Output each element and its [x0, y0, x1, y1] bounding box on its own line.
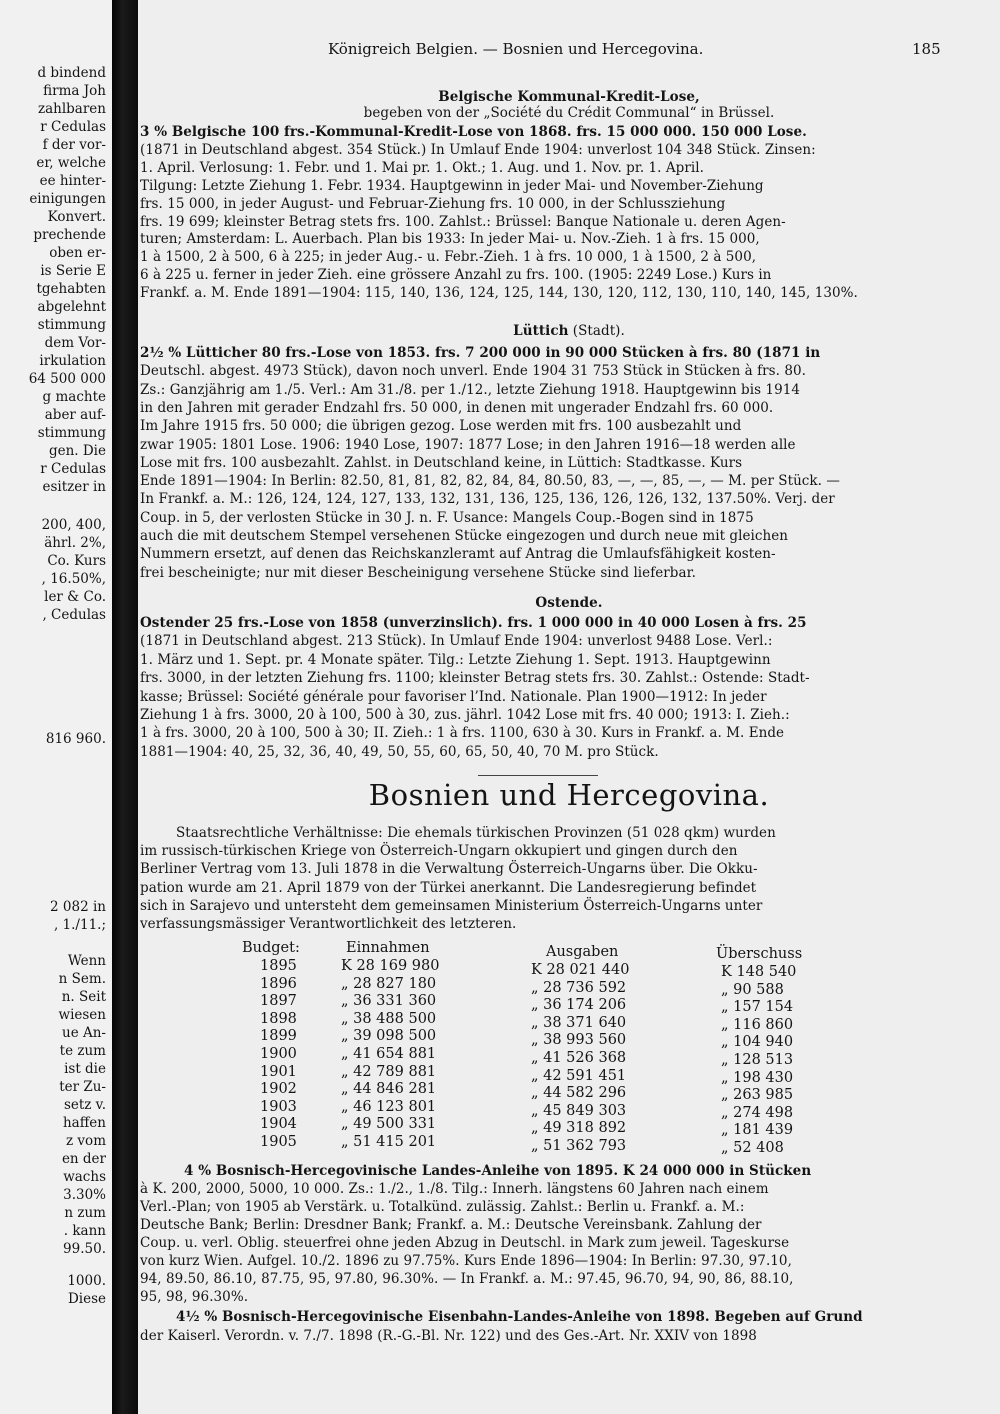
budget-year-cell: 1896 [260, 975, 297, 992]
luettich-text-line: zwar 1905: 1801 Lose. 1906: 1940 Lose, 1907: 1877 Lose; in den Jahren 1916—18 werden alle [140, 436, 796, 453]
left-page-line: haffen [62, 1115, 106, 1131]
ostende-text-line: Ostender 25 frs.-Lose von 1858 (unverzinslich). frs. 1 000 000 in 40 000 Losen à frs. 25 [140, 615, 807, 631]
left-page-line: setz v. [63, 1097, 106, 1113]
budget-header: Budget: [242, 940, 300, 956]
budget-expenses-cell: „ 36 174 206 [531, 997, 627, 1014]
left-page-line: is Serie E [40, 263, 106, 279]
bosnien-intro-line: Staatsrechtliche Verhältnisse: Die ehemals türkischen Provinzen (51 028 qkm) wurden [176, 825, 776, 841]
section-divider [478, 775, 598, 776]
bosnien-intro-line: pation wurde am 21. April 1879 von der Türkei anerkannt. Die Landesregierung befindet [140, 879, 757, 896]
belgium-text-line: Frankf. a. M. Ende 1891—1904: 115, 140, 136, 124, 125, 144, 130, 120, 112, 130, 110, 140, 145, 130%. [140, 285, 858, 302]
left-page-line: 64 500 000 [28, 371, 106, 387]
left-page-line: r Cedulas [40, 461, 106, 477]
left-page-line: z vom [66, 1133, 106, 1149]
budget-surplus-cell: „ 274 498 [721, 1104, 794, 1121]
belgium-text-line: frs. 19 699; kleinster Betrag stets frs. 100. Zahlst.: Brüssel: Banque Nationale u. deren Agen- [140, 213, 786, 230]
luettich-text-line: Nummern ersetzt, auf denen das Reichskanzleramt auf Antrag die Umlaufsfähigkeit kosten- [140, 546, 776, 563]
budget-surplus-cell: „ 90 588 [721, 981, 784, 998]
adjacent-page-fragment [0, 0, 112, 1414]
left-page-line: abgelehnt [37, 299, 106, 315]
budget-year-cell: 1898 [260, 1010, 297, 1027]
budget-year-cell: 1900 [260, 1046, 297, 1062]
luettich-text-line: Deutschl. abgest. 4973 Stück), davon noch unverl. Ende 1904 31 753 Stück in Stücken à frs. 80. [140, 363, 806, 380]
luettich-text-line: Zs.: Ganzjährig am 1./5. Verl.: Am 31./8. per 1./12., letzte Ziehung 1918. Hauptgewinn bis 1914 [140, 381, 800, 398]
left-page-line: d bindend [37, 65, 106, 81]
document-page [138, 0, 1000, 1414]
section-subheading: begeben von der „Société du Crédit Communal“ in Brüssel. [363, 105, 775, 121]
luettich-text-line: Im Jahre 1915 frs. 50 000; die übrigen gezog. Lose werden mit frs. 100 ausbezahlt und [140, 418, 742, 435]
left-page-line: 3.30% [63, 1187, 106, 1203]
left-page-line: n Sem. [58, 971, 106, 987]
left-page-line: , Cedulas [42, 607, 106, 623]
luettich-heading-suffix: (Stadt). [568, 323, 625, 339]
loan-1895-line: 95, 98, 96.30%. [140, 1289, 249, 1305]
budget-surplus-cell: „ 128 513 [721, 1052, 794, 1068]
left-page-line: 99.50. [63, 1241, 106, 1257]
luettich-heading-bold: Lüttich [513, 323, 569, 339]
left-page-line: te zum [59, 1043, 106, 1059]
budget-expenses-cell: K 28 021 440 [531, 962, 630, 978]
bosnien-intro-line: Berliner Vertrag vom 13. Juli 1878 in die Verwaltung Österreich-Ungarns über. Die Okku- [140, 861, 758, 878]
left-page-line: r Cedulas [40, 119, 106, 135]
loan-1898-line: der Kaiserl. Verordn. v. 7./7. 1898 (R.-G.-Bl. Nr. 122) und des Ges.-Art. Nr. XXIV von 1898 [140, 1327, 757, 1344]
left-page-line: wiesen [58, 1007, 106, 1023]
ostende-text-line: 1881—1904: 40, 25, 32, 36, 40, 49, 50, 55, 60, 65, 50, 40, 70 M. pro Stück. [140, 743, 659, 760]
budget-income-cell: „ 28 827 180 [341, 975, 437, 992]
budget-income-cell: „ 36 331 360 [341, 993, 437, 1010]
budget-year-cell: 1904 [260, 1116, 297, 1133]
luettich-text-line: In Frankf. a. M.: 126, 124, 124, 127, 133, 132, 131, 136, 125, 136, 126, 126, 132, 137.50%. Verj. der [140, 491, 835, 508]
left-page-line: 2 082 in [50, 899, 106, 915]
luettich-text-line: Ende 1891—1904: In Berlin: 82.50, 81, 81, 82, 82, 84, 84, 80.50, 83, —, —, 85, —, — M. per Stück. — [140, 473, 840, 490]
income-header: Einnahmen [346, 940, 430, 956]
bosnien-intro-line: verfassungsmässiger Verantwortlichkeit des letzteren. [140, 916, 517, 932]
budget-income-cell: „ 51 415 201 [341, 1134, 437, 1150]
left-page-line: irkulation [39, 353, 106, 369]
budget-year-cell: 1901 [260, 1063, 297, 1080]
luettich-text-line: in den Jahren mit gerader Endzahl frs. 50 000, in denen mit ungerader Endzahl frs. 60 000. [140, 399, 774, 416]
loan-1898-line: 4½ % Bosnisch-Hercegovinische Eisenbahn-Landes-Anleihe von 1898. Begeben auf Grund [176, 1309, 863, 1325]
left-page-line: stimmung [37, 425, 106, 441]
budget-income-cell: „ 44 846 281 [341, 1081, 437, 1098]
loan-1895-line: von kurz Wien. Aufgel. 10./2. 1896 zu 97.75%. Kurs Ende 1896—1904: In Berlin: 97.30, 97.10, [140, 1253, 792, 1269]
running-header: Königreich Belgien. — Bosnien und Hercegovina. [328, 40, 704, 58]
expenses-header: Ausgaben [546, 944, 619, 960]
belgium-text-line: Tilgung: Letzte Ziehung 1. Febr. 1934. Hauptgewinn in jeder Mai- und November-Ziehung [140, 177, 764, 194]
luettich-text-line: Lose mit frs. 100 ausbezahlt. Zahlst. in Deutschland keine, in Lüttich: Stadtkasse. Kurs [140, 454, 743, 471]
left-page-line: ist die [64, 1061, 106, 1077]
budget-surplus-cell: K 148 540 [721, 964, 797, 980]
bosnien-intro-line: sich in Sarajevo und untersteht dem gemeinsamen Ministerium Österreich-Ungarns unter [140, 897, 763, 914]
loan-1895-line: Deutsche Bank; Berlin: Dresdner Bank; Frankf. a. M.: Deutsche Vereinsbank. Zahlung der [140, 1217, 762, 1233]
belgium-text-line: 1. April. Verlosung: 1. Febr. und 1. Mai pr. 1. Okt.; 1. Aug. und 1. Nov. pr. 1. April. [140, 159, 704, 176]
left-page-line: en der [61, 1151, 106, 1167]
book-binding [112, 0, 138, 1414]
budget-expenses-cell: „ 44 582 296 [531, 1085, 627, 1102]
budget-expenses-cell: „ 41 526 368 [531, 1050, 627, 1066]
luettich-text-line: auch die mit deutschem Stempel versehenen Stücke eingezogen und durch neue mit gleichen [140, 528, 789, 544]
left-page-line: esitzer in [42, 479, 106, 495]
budget-income-cell: „ 38 488 500 [341, 1010, 437, 1027]
left-page-line: ährl. 2%, [44, 535, 106, 551]
budget-income-cell: „ 46 123 801 [341, 1098, 437, 1115]
budget-expenses-cell: „ 38 993 560 [531, 1032, 627, 1049]
surplus-header: Überschuss [716, 946, 803, 962]
budget-year-cell: 1905 [260, 1134, 297, 1150]
chapter-title-bosnien: Bosnien und Hercegovina. [368, 778, 770, 812]
ostende-text-line: frs. 3000, in der letzten Ziehung frs. 1100; kleinster Betrag stets frs. 30. Zahlst.: Ostende: Stadt- [140, 670, 810, 687]
left-page-line: 200, 400, [41, 517, 106, 533]
budget-surplus-cell: „ 181 439 [721, 1122, 794, 1139]
left-page-line: . kann [63, 1223, 106, 1239]
budget-surplus-cell: „ 198 430 [721, 1069, 794, 1086]
section-heading-ostende: Ostende. [535, 595, 603, 611]
ostende-text-line: kasse; Brüssel: Société générale pour favoriser l’Ind. Nationale. Plan 1900—1912: In jeder [140, 688, 767, 705]
left-page-line: stimmung [37, 317, 106, 333]
left-page-line: g machte [42, 389, 106, 405]
budget-surplus-cell: „ 116 860 [721, 1016, 794, 1033]
left-page-line: ue An- [62, 1025, 106, 1041]
left-page-line: , 16.50%, [41, 571, 106, 587]
loan-1895-line: à K. 200, 2000, 5000, 10 000. Zs.: 1./2., 1./8. Tilg.: Innerh. längstens 60 Jahren nach einem [140, 1181, 769, 1197]
budget-expenses-cell: „ 42 591 451 [531, 1067, 627, 1084]
luettich-text-line: frei bescheinigte; nur mit dieser Bescheinigung versehene Stücke sind lieferbar. [140, 564, 696, 581]
left-page-line: firma Joh [43, 83, 106, 99]
budget-year-cell: 1895 [260, 958, 297, 974]
left-page-line: Co. Kurs [47, 553, 106, 569]
bosnien-intro-line: im russisch-türkischen Kriege von Österreich-Ungarn okkupiert und gingen durch den [140, 843, 738, 860]
ostende-text-line: 1 à frs. 3000, 20 à 100, 500 à 30; II. Zieh.: 1 à frs. 1100, 630 à 30. Kurs in Frankf. a. M. Ende [140, 725, 785, 742]
left-page-line: Wenn [67, 953, 106, 969]
left-page-line: Konvert. [47, 209, 106, 225]
left-page-line: tgehabten [36, 281, 106, 297]
belgium-text-line: (1871 in Deutschland abgest. 354 Stück.) In Umlauf Ende 1904: unverlost 104 348 Stück. Zinsen: [140, 141, 816, 158]
left-page-line: ee hinter- [39, 173, 106, 189]
loan-1895-line: 94, 89.50, 86.10, 87.75, 95, 97.80, 96.30%. — In Frankf. a. M.: 97.45, 96.70, 94, 90, 86, 88.10, [140, 1271, 794, 1287]
budget-year-cell: 1903 [260, 1098, 297, 1115]
left-page-line: f der vor- [42, 137, 106, 153]
left-page-line: aber auf- [44, 407, 106, 423]
belgium-text-line: 1 à 1500, 2 à 500, 6 à 225; in jeder Aug.- u. Febr.-Zieh. 1 à frs. 10 000, 1 à 1500, 2 à 500, [140, 249, 757, 266]
left-page-line: ter Zu- [59, 1079, 106, 1095]
ostende-text-line: 1. März und 1. Sept. pr. 4 Monate später. Tilg.: Letzte Ziehung 1. Sept. 1913. Hauptgewinn [140, 651, 771, 668]
budget-income-cell: „ 39 098 500 [341, 1028, 437, 1045]
budget-surplus-cell: „ 104 940 [721, 1034, 794, 1051]
left-page-line: prechende [33, 227, 106, 243]
budget-surplus-cell: „ 263 985 [721, 1087, 794, 1104]
budget-income-cell: „ 49 500 331 [341, 1116, 437, 1133]
belgium-text-line: turen; Amsterdam: L. Auerbach. Plan bis 1933: In jeder Mai- u. Nov.-Zieh. 1 à frs. 15 000, [140, 231, 760, 248]
budget-income-cell: K 28 169 980 [341, 958, 440, 974]
budget-expenses-cell: „ 28 736 592 [531, 979, 627, 996]
belgium-text-line: frs. 15 000, in jeder August- und Februar-Ziehung frs. 10 000, in der Schlussziehung [140, 195, 726, 212]
left-page-line: dem Vor- [44, 335, 106, 351]
budget-year-cell: 1897 [260, 993, 297, 1010]
loan-1895-line: 4 % Bosnisch-Hercegovinische Landes-Anleihe von 1895. K 24 000 000 in Stücken [184, 1163, 812, 1179]
section-heading-belgium: Belgische Kommunal-Kredit-Lose, [438, 89, 700, 105]
budget-expenses-cell: „ 38 371 640 [531, 1014, 627, 1031]
page-number: 185 [912, 40, 941, 58]
left-page-line: n. Seit [61, 989, 106, 1005]
left-page-line: ler & Co. [44, 589, 106, 605]
budget-expenses-cell: „ 45 849 303 [531, 1102, 627, 1119]
budget-year-cell: 1902 [260, 1081, 297, 1098]
luettich-text-line: Coup. in 5, der verlosten Stücke in 30 J. n. F. Usance: Mangels Coup.-Bogen sind in 1875 [140, 509, 754, 526]
budget-expenses-cell: „ 49 318 892 [531, 1120, 627, 1137]
left-page-line: oben er- [49, 245, 106, 261]
left-page-line: , 1./11.; [53, 917, 106, 933]
loan-1895-line: Coup. u. verl. Oblig. steuerfrei ohne jeden Abzug in Deutschl. in Mark zum jeweil. Tageskurse [140, 1235, 790, 1251]
ostende-text-line: (1871 in Deutschland abgest. 213 Stück). In Umlauf Ende 1904: unverlost 9488 Lose. Verl.: [140, 633, 773, 650]
left-page-line: wachs [63, 1169, 106, 1185]
left-page-line: Diese [67, 1291, 106, 1307]
loan-1895-line: Verl.-Plan; von 1905 ab Verstärk. u. Totalkünd. zulässig. Zahlst.: Berlin u. Frankf. a. M.: [140, 1199, 745, 1215]
left-page-line: n zum [64, 1205, 106, 1221]
left-page-line: zahlbaren [37, 101, 106, 117]
belgium-text-line: 6 à 225 u. ferner in jeder Zieh. eine grössere Anzahl zu frs. 100. (1905: 2249 Lose.) Kurs in [140, 267, 772, 284]
left-page-line: 816 960. [45, 731, 106, 747]
left-page-line: 1000. [67, 1273, 106, 1289]
ostende-text-line: Ziehung 1 à frs. 3000, 20 à 100, 500 à 30, zus. jährl. 1042 Lose mit frs. 40 000; 1913: I. Zieh.: [140, 707, 790, 723]
budget-surplus-cell: „ 157 154 [721, 999, 794, 1016]
left-page-line: gen. Die [48, 443, 106, 459]
budget-surplus-cell: „ 52 408 [721, 1140, 784, 1156]
budget-expenses-cell: „ 51 362 793 [531, 1138, 627, 1154]
luettich-text-line: 2½ % Lütticher 80 frs.-Lose von 1853. frs. 7 200 000 in 90 000 Stücken à frs. 80 (1871 in [140, 345, 821, 361]
budget-year-cell: 1899 [260, 1028, 297, 1045]
section-heading-luettich [138, 322, 1000, 340]
budget-income-cell: „ 42 789 881 [341, 1063, 437, 1080]
left-page-line: er, welche [36, 155, 106, 171]
budget-income-cell: „ 41 654 881 [341, 1046, 437, 1062]
belgium-text-line: 3 % Belgische 100 frs.-Kommunal-Kredit-Lose von 1868. frs. 15 000 000. 150 000 Lose. [140, 124, 807, 140]
left-page-line: einigungen [29, 191, 106, 207]
